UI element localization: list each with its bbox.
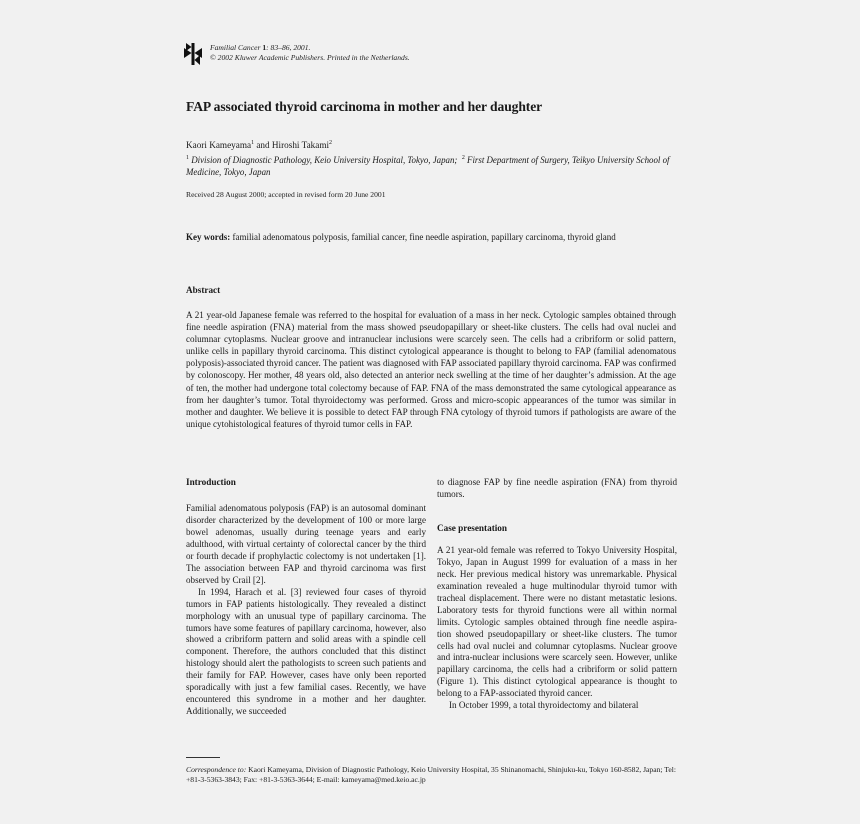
affiliations [186, 152, 686, 179]
case-presentation-heading: Case presentation [437, 522, 508, 533]
publisher-logo-icon [184, 43, 202, 65]
author-affil-marker: 2 [329, 140, 333, 146]
footnote-text: Kaori Kameyama, Division of Diagnostic Pathology, Keio University Hospital, 35 Shinanomachi, Shinjuku-ku, Tokyo 160-8582, Japan; Tel: +81-3-5363-3843; Fax: +81-3-5363-3644; E-mail: kameyama@med.keio.ac.jp [186, 765, 676, 785]
journal-header [184, 43, 410, 65]
journal-volume: 1 [262, 43, 267, 52]
received-dates: Received 28 August 2000; accepted in revised form 20 June 2001 [186, 190, 386, 199]
article-title: FAP associated thyroid carcinoma in mother and her daughter [186, 99, 543, 114]
affil-marker: 1 [186, 155, 189, 161]
publisher-line: © 2002 Kluwer Academic Publishers. Printed in the Netherlands. [210, 52, 410, 62]
footnote-rule [186, 757, 220, 758]
author-list [186, 140, 332, 150]
keywords-list: familial adenomatous polyposis, familial cancer, fine needle aspiration, papillary carcinoma, thyroid gland [230, 232, 616, 242]
keywords-label: Key words: [186, 232, 231, 242]
affiliation-1: Division of Diagnostic Pathology, Keio University Hospital, Tokyo, Japan; [189, 154, 458, 165]
introduction-heading: Introduction [186, 477, 236, 487]
left-column [186, 477, 426, 718]
abstract-heading: Abstract [186, 285, 221, 295]
author-name: Kaori Kameyama [186, 140, 252, 151]
abstract-text: A 21 year-old Japanese female was referred to the hospital for evaluation of a mass in her neck. Cytologic samples obtained through fine needle aspiration (FNA) material from the mass showed pseudopapillary or sheet-like clusters. The cells had oval nuclei and columnar cytoplasms. Nuclear groove and intranuclear inclusions were scarcely seen. The cells had a cribriform or solid pattern, unlike cells in papillary thyroid carcinoma. This distinct cytological appearance is thought to belong to FAP (familial adenomatous polyposis)-associated thyroid cancer. The patient was diagnosed with FAP associated papillary thyroid carcinoma. FAP was confirmed by colonoscopy. Her mother, 48 years old, also detected an anterior neck swelling at the time of her daughter’s admission. At the age of ten, the mother had undergone total colectomy because of FAP. FNA of the mass demonstrated the same cytological appearance as from her daughter’s tumor. Total thyroidectomy was performed. Gross and micro-scopic appearances of the tumor was similar in mother and daughter. We believe it is possible to detect FAP through FNA cytology of thyroid tumors if pathologists are aware of the unique cytohistological features of thyroid tumor cells in FAP. [186, 310, 676, 429]
journal-pages: : 83–86, 2001. [266, 43, 311, 52]
journal-citation [210, 43, 410, 62]
paragraph: Familial adenomatous polyposis (FAP) is an autosomal dominant disorder characterized by the development of 100 or more large bowel adenomas, usually during teenage years and early adulthood, with virtual certainty of colorectal cancer by the third or fourth decade if prophylactic colectomy is not undertaken [1]. The association between FAP and thyroid carcinoma was first observed by Crail [2]. [186, 503, 426, 585]
paragraph: A 21 year-old female was referred to Tokyo University Hospital, Tokyo, Japan in August 1999 for evaluation of a mass in her neck. Her previous medical history was unremarkable. Physical examination revealed a huge multinodular thyroid tumor with tracheal displacement. There were no distant metastatic lesions. Laboratory tests for thyroid functions were all within normal limits. Cytologic samples obtained through fine needle aspira-tion showed pseudopapillary or sheet-like clusters. The tumor cells had oval nuclei and columnar cytoplasms. Nuclear groove and intra-nuclear inclusions were scarcely seen. However, unlike papillary carcinoma, the cells had a cribriform or solid pattern (Figure 1). This distinct cytological appearance is thought to belong to a FAP-associated thyroid cancer. [437, 544, 677, 699]
correspondence-footnote [186, 765, 678, 785]
affil-marker: 2 [461, 155, 465, 161]
author-name: and Hiroshi Takami [254, 140, 330, 151]
paragraph: In 1994, Harach et al. [3] reviewed four cases of thyroid tumors in FAP patients histologically. They revealed a distinct morphology with an unusual type of papillary carcinoma. The tumors have some features of papillary carcinoma, however, also showed a cribriform pattern and solid areas with a spindle cell component. Therefore, the authors concluded that this distinct histology should alert the pathologists to screen such patients and their family for FAP. However, cases have only been reported sporadically with just a few familial cases. Recently, we have encountered this syndrome in a mother and her daughter. Additionally, we succeeded [186, 586, 426, 717]
footnote-label: Correspondence to: [186, 765, 247, 774]
right-column [437, 477, 677, 712]
affiliation-2: First Department of Surgery, Teikyo University School of Medicine, Tokyo, Japan [186, 154, 670, 178]
keywords [186, 231, 676, 243]
journal-name: Familial Cancer [210, 43, 261, 52]
author-affil-marker: 1 [251, 140, 255, 146]
paragraph: to diagnose FAP by fine needle aspiration (FNA) from thyroid tumors. [437, 477, 677, 499]
paragraph: In October 1999, a total thyroidectomy and bilateral [449, 700, 639, 711]
